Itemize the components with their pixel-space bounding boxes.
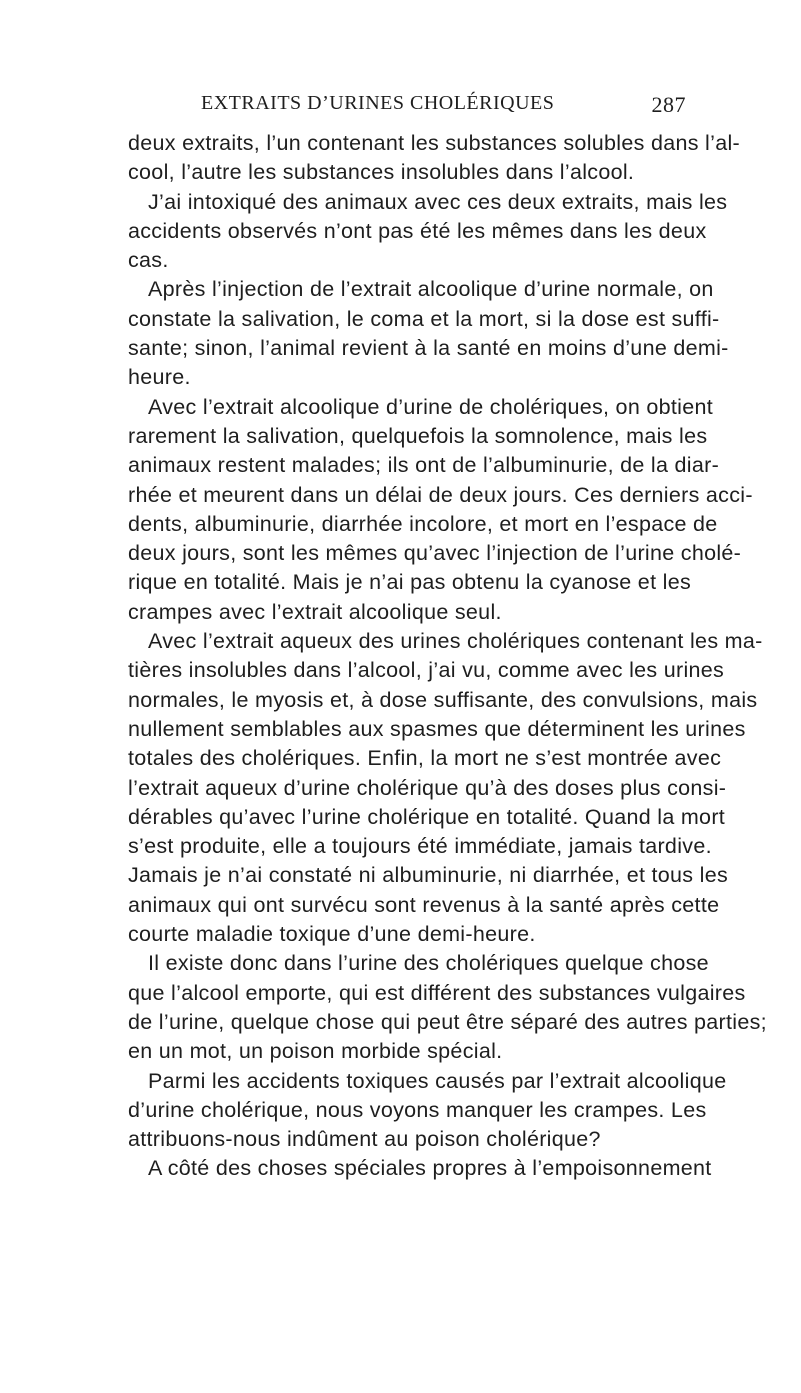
text-line: animaux restent malades; ils ont de l’albuminurie, de la diar-	[128, 453, 720, 478]
running-title: EXTRAITS D’URINES CHOLÉRIQUES	[201, 92, 555, 114]
text-line: dents, albuminurie, diarrhée incolore, et mort en l’espace de	[128, 511, 718, 536]
text-line: sante; sinon, l’animal revient à la santé en moins d’une demi-	[128, 336, 729, 361]
text-line: A côté des choses spéciales propres à l’empoisonnement	[148, 1156, 712, 1181]
text-line: attribuons-nous indûment au poison cholérique?	[128, 1127, 601, 1152]
paragraph	[128, 129, 740, 188]
text-line: rique en totalité. Mais je n’ai pas obtenu la cyanose et les	[128, 570, 691, 595]
paragraph	[128, 188, 728, 276]
paragraph	[128, 275, 729, 392]
paragraph	[128, 949, 767, 1066]
text-line: normales, le myosis et, à dose suffisante, des convulsions, mais	[128, 687, 758, 712]
text-line: Avec l’extrait aqueux des urines cholériques contenant les ma-	[148, 629, 763, 654]
text-line: deux jours, sont les mêmes qu’avec l’injection de l’urine cholé-	[128, 541, 742, 566]
text-line: rhée et meurent dans un délai de deux jours. Ces derniers acci-	[128, 482, 753, 507]
paragraph	[128, 627, 763, 949]
text-line: deux extraits, l’un contenant les substances solubles dans l’al-	[128, 131, 740, 155]
paragraph	[128, 1067, 727, 1155]
body-text	[128, 129, 767, 1184]
text-line: que l’alcool emporte, qui est différent des substances vulgaires	[128, 980, 746, 1005]
text-line: cas.	[128, 248, 169, 273]
text-line: Après l’injection de l’extrait alcoolique d’urine normale, on	[148, 277, 714, 302]
text-line: l’extrait aqueux d’urine cholérique qu’à des doses plus consi-	[128, 775, 727, 800]
text-line: dérables qu’avec l’urine cholérique en totalité. Quand la mort	[128, 804, 726, 829]
text-line: crampes avec l’extrait alcoolique seul.	[128, 599, 502, 624]
running-head	[201, 92, 686, 122]
text-line: Avec l’extrait alcoolique d’urine de cholériques, on obtient	[148, 394, 713, 419]
paragraph	[128, 393, 753, 627]
text-line: totales des cholériques. Enfin, la mort ne s’est montrée avec	[128, 746, 722, 771]
text-line: de l’urine, quelque chose qui peut être séparé des autres parties;	[128, 1009, 767, 1034]
text-line: J’ai intoxiqué des animaux avec ces deux extraits, mais les	[148, 189, 728, 214]
text-line: Parmi les accidents toxiques causés par l’extrait alcoolique	[148, 1068, 727, 1093]
text-line: animaux qui ont survécu sont revenus à la santé après cette	[128, 892, 720, 917]
text-line: s’est produite, elle a toujours été immédiate, jamais tardive.	[128, 834, 712, 859]
paragraph	[128, 1154, 712, 1183]
text-line: cool, l’autre les substances insolubles dans l’alcool.	[128, 160, 635, 185]
text-line: d’urine cholérique, nous voyons manquer les crampes. Les	[128, 1097, 707, 1122]
text-line: rarement la salivation, quelquefois la somnolence, mais les	[128, 423, 708, 448]
text-line: courte maladie toxique d’une demi-heure.	[128, 922, 536, 947]
page-number: 287	[651, 92, 686, 117]
text-line: heure.	[128, 365, 191, 390]
text-line: accidents observés n’ont pas été les mêmes dans les deux	[128, 218, 707, 243]
text-line: constate la salivation, le coma et la mort, si la dose est suffi-	[128, 306, 720, 331]
text-line: tières insolubles dans l’alcool, j’ai vu, comme avec les urines	[128, 658, 725, 683]
text-line: en un mot, un poison morbide spécial.	[128, 1039, 503, 1064]
text-line: Il existe donc dans l’urine des cholériques quelque chose	[148, 951, 709, 976]
text-line: nullement semblables aux spasmes que déterminent les urines	[128, 716, 746, 741]
text-line: Jamais je n’ai constaté ni albuminurie, ni diarrhée, et tous les	[128, 863, 729, 888]
